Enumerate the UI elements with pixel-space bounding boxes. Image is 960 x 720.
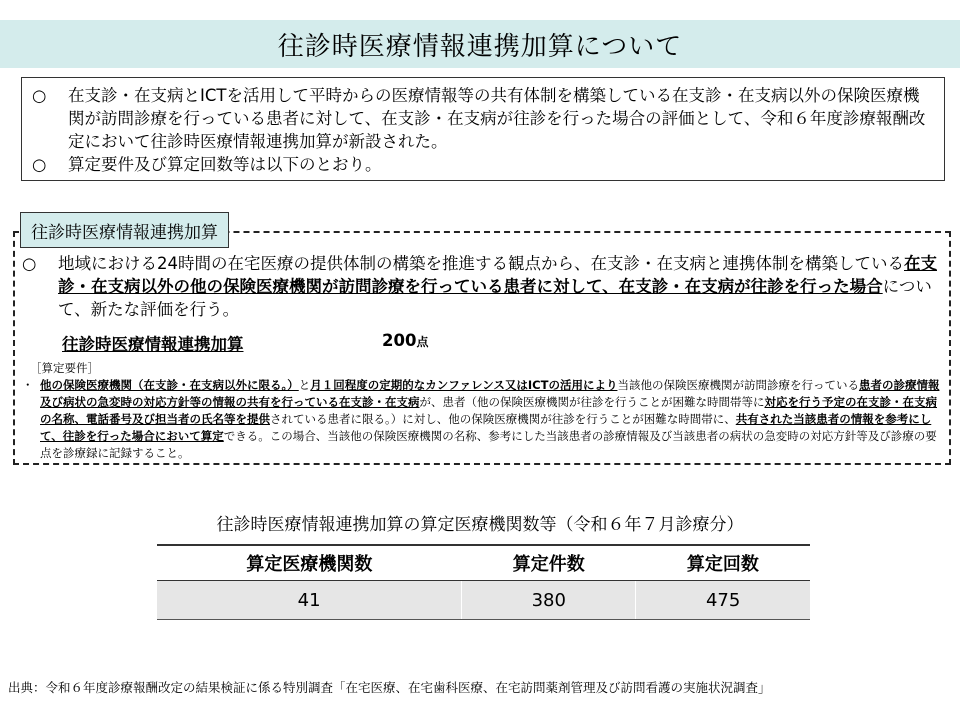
value-count: 475	[636, 581, 810, 620]
requirements-heading: ［算定要件］	[30, 361, 99, 375]
req-seg-8: されている患者に限る。）に対し、他の保険医療機関が往診を行うことが困難な時間帯に、	[270, 412, 736, 426]
header-institutions: 算定医療機関数	[157, 545, 462, 581]
intro-text-2: 算定要件及び算定回数等は以下のとおり。	[68, 155, 382, 174]
score-value: 200	[382, 331, 417, 350]
req-seg-6: が、患者（他の保険医療機関が往診を行うことが困難な時間帯等に	[419, 395, 765, 409]
value-institutions: 41	[157, 581, 462, 620]
score-row	[62, 331, 429, 355]
circle-bullet-icon: ○	[22, 254, 37, 273]
req-seg-1: 他の保険医療機関（在支診・在支病以外に限る。）	[40, 378, 299, 392]
req-seg-4: 当該他の保険医療機関が訪問診療を行っている	[617, 378, 859, 392]
score-name: 往診時医療情報連携加算	[62, 335, 244, 354]
main-text-part1: 地域における24時間の在宅医療の提供体制の構築を推進する観点から、在支診・在支病と連携体制を構築している	[58, 254, 904, 273]
dot-bullet-icon: ・	[22, 378, 34, 392]
intro-item-2	[32, 153, 932, 176]
req-seg-9: 共有された当該患者の情報を参考にして、往診を行った場合において算定	[40, 412, 932, 443]
intro-box	[21, 77, 945, 181]
req-seg-2: と	[298, 378, 311, 392]
source-note: 出典：令和６年度診療報酬改定の結果検証に係る特別調査「在宅医療、在宅歯科医療、在宅訪問薬剤管理及び訪問看護の実施状況調査」	[8, 680, 771, 695]
box-label-text: 往診時医療情報連携加算	[31, 222, 218, 243]
req-seg-5: 患者の診療情報及び病状の急変時の対応方針等の情報の共有を行っている在支診・在支病	[40, 378, 940, 409]
req-seg-3: 月１回程度の定期的なカンファレンス又はICTの活用により	[310, 378, 618, 392]
value-cases: 380	[462, 581, 636, 620]
score-points	[382, 331, 428, 350]
main-text-part3: について、新たな評価を行う。	[58, 277, 932, 319]
table-row	[157, 581, 810, 620]
main-paragraph	[22, 252, 942, 321]
requirements-body	[22, 377, 942, 462]
page-title-band	[0, 20, 960, 68]
intro-text-1: 在支診・在支病とICTを活用して平時からの医療情報等の共有体制を構築している在支診・在支病以外の保険医療機関が訪問診療を行っている患者に対して、在支診・在支病が往診を行った場合の評価として、令和６年度診療報酬改定において往診時医療情報連携加算が新設された。	[68, 86, 926, 151]
header-count: 算定回数	[636, 545, 810, 581]
score-unit: 点	[416, 335, 429, 349]
main-text-emphasis: 在支診・在支病以外の他の保険医療機関が訪問診療を行っている患者に対して、在支診・在支病が往診を行った場合	[58, 254, 937, 296]
intro-item-1	[32, 84, 932, 153]
req-seg-7: 対応を行う予定の在支診・在支病の名称、電話番号及び担当者の氏名等を提供	[40, 395, 937, 426]
box-label	[20, 212, 229, 248]
stats-table	[157, 544, 810, 620]
circle-bullet-icon: ○	[32, 86, 47, 105]
req-seg-10: できる。この場合、当該他の保険医療機関の名称、参考にした当該患者の診療情報及び当該患者の病状の急変時の対応方針等及び診療の要点を診療録に記録すること。	[40, 429, 937, 460]
table-header-row	[157, 545, 810, 581]
circle-bullet-icon: ○	[32, 155, 47, 174]
page-title: 往診時医療情報連携加算について	[277, 31, 683, 62]
table-title: 往診時医療情報連携加算の算定医療機関数等（令和６年７月診療分）	[216, 515, 744, 535]
header-cases: 算定件数	[462, 545, 636, 581]
